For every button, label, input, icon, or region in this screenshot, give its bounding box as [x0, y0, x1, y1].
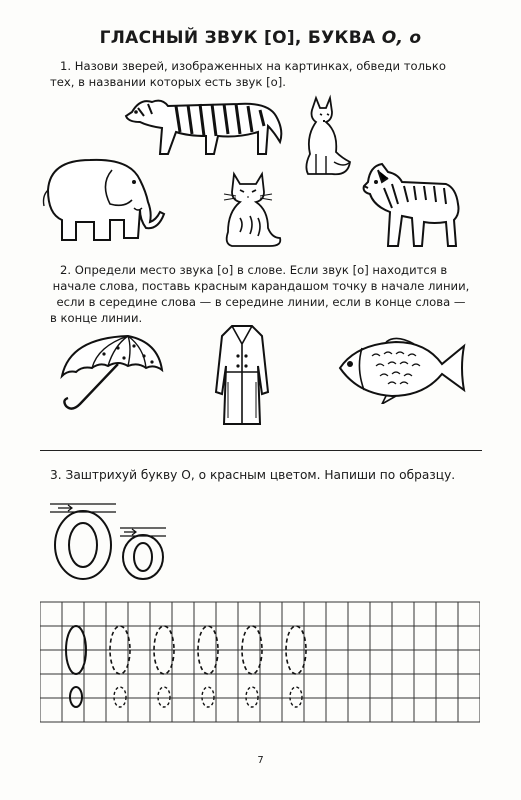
- task-3-instructions: [50, 467, 472, 483]
- elephant-picture: [40, 150, 168, 246]
- letter-outline-big-o: [48, 498, 118, 582]
- task-1-instructions: [50, 58, 472, 90]
- task-2-line-3: если в середине слова — в середине линии, если в конце слова —: [56, 295, 466, 309]
- title-text: ГЛАСНЫЙ ЗВУК [О], БУКВА: [99, 28, 376, 48]
- umbrella-picture: [58, 332, 166, 414]
- page-title: [0, 28, 521, 48]
- letter-outline-small-o: [118, 524, 168, 582]
- title-letters: О, о: [381, 28, 422, 48]
- handwriting-grid: [40, 598, 480, 744]
- task-1-line-2: тех, в названии которых есть звук [о].: [50, 75, 286, 89]
- task-2-line-1: 2. Определи место звука [о] в слове. Если звук [о] находится в: [60, 263, 448, 277]
- task-2-line-2: начале слова, поставь красным карандашом точку в начале линии,: [52, 279, 470, 293]
- wolf-picture: [358, 160, 462, 252]
- page-number: 7: [257, 755, 264, 766]
- task-2-instructions: [50, 262, 472, 326]
- coat-picture: [212, 322, 272, 428]
- fox-picture: [298, 92, 354, 180]
- fish-picture: [336, 334, 468, 404]
- section-divider: [40, 450, 482, 451]
- task-3-line: 3. Заштрихуй букву О, о красным цветом. Напиши по образцу.: [50, 468, 456, 482]
- task-2-line-4: в конце линии.: [50, 311, 143, 325]
- cat-picture: [220, 168, 284, 248]
- task-1-line-1: 1. Назови зверей, изображенных на картинках, обведи только: [60, 59, 446, 73]
